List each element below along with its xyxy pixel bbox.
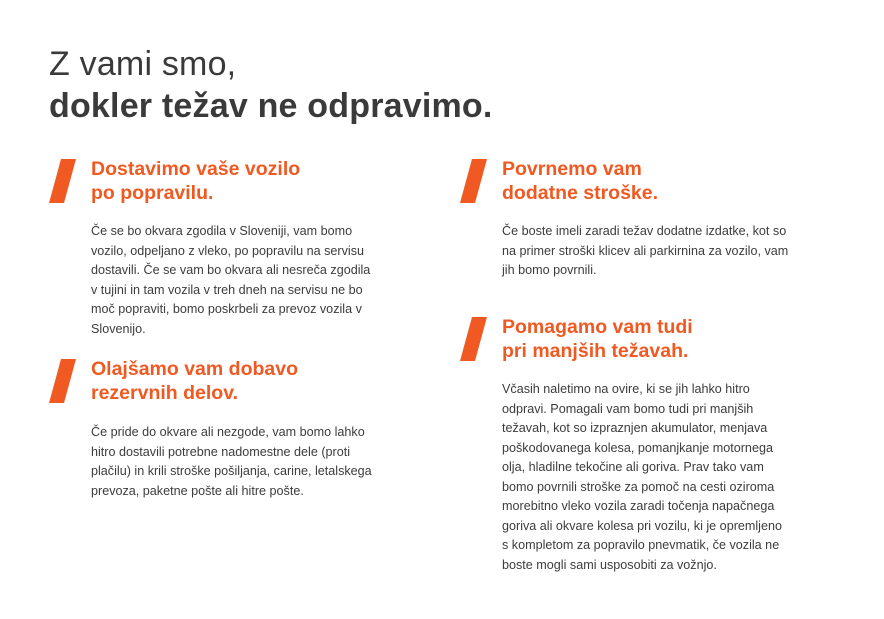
body-line: jih bomo povrnili. <box>502 263 597 277</box>
page-headline <box>49 44 493 128</box>
body-line: težavah, kot so izpraznjen akumulator, menjava <box>502 421 768 435</box>
slash-icon <box>49 159 79 203</box>
body-line: olja, hladilne tekočine ali goriva. Prav tako vam <box>502 460 764 474</box>
section-title-line: Olajšamo vam dobavo <box>91 358 298 380</box>
body-line: bomo povrnili stroške za pomoč na cesti oziroma <box>502 479 775 494</box>
body-line: Slovenijo. <box>91 321 146 336</box>
body-line: dostavili. Če se vam bo okvara ali nesreča zgodila <box>91 263 371 277</box>
section-title-line: rezervnih delov. <box>91 382 239 404</box>
section-title-line: dodatne stroške. <box>502 182 659 204</box>
section-body <box>91 222 370 339</box>
section-title <box>91 357 298 405</box>
body-line: boste mogli sami usposobiti za vožnjo. <box>502 557 717 572</box>
body-line: s kompletom za popravilo pnevmatik, če vozila ne <box>502 538 780 552</box>
section-title-line: pri manjših težavah. <box>502 340 689 362</box>
section-body <box>502 380 782 575</box>
body-line: goriva ali okvare kolesa pri vozilu, ki je opremljeno <box>502 518 782 533</box>
section-minor-issues <box>460 315 850 585</box>
body-line: Če pride do okvare ali nezgode, vam bomo lahko <box>91 425 365 439</box>
slash-icon <box>460 317 490 361</box>
section-title-line: Dostavimo vaše vozilo <box>91 158 301 180</box>
body-line: Včasih naletimo na ovire, ki se jih lahko hitro <box>502 382 750 396</box>
body-line: odpravi. Pomagali vam bomo tudi pri manjših <box>502 401 754 416</box>
body-line: na primer stroški klicev ali parkirnina za vozilo, vam <box>502 243 789 258</box>
section-body <box>502 222 788 281</box>
section-title-line: Pomagamo vam tudi <box>502 316 693 338</box>
section-title-line: Povrnemo vam <box>502 158 642 180</box>
body-line: hitro dostavili potrebne nadomestne dele (proti <box>91 444 351 459</box>
section-spare-parts <box>49 357 429 507</box>
body-line: prevoza, paketne pošte ali hitre pošte. <box>91 483 304 498</box>
section-extra-costs <box>460 157 850 287</box>
section-title-line: po popravilu. <box>91 182 214 204</box>
body-line: Če boste imeli zaradi težav dodatne izdatke, kot so <box>502 224 787 238</box>
section-title <box>91 157 300 205</box>
body-line: vozilo, odpeljano z vleko, po popravilu na servisu <box>91 243 365 258</box>
headline-line-1: Z vami smo, <box>49 45 237 83</box>
body-line: morebitno vleko vozila zaradi točenja napačnega <box>502 499 775 513</box>
body-line: poškodovanega kolesa, pomanjkanje motornega <box>502 440 773 455</box>
slash-icon <box>460 159 490 203</box>
slash-icon <box>49 359 79 403</box>
section-title <box>502 315 693 363</box>
section-delivery <box>49 157 429 347</box>
section-body <box>91 423 372 501</box>
body-line: Če se bo okvara zgodila v Sloveniji, vam bomo <box>91 224 353 238</box>
body-line: v tujini in tam vozila v treh dneh na servisu ne bo <box>91 282 363 297</box>
headline-line-2: dokler težav ne odpravimo. <box>49 87 493 125</box>
section-title <box>502 157 658 205</box>
body-line: moč popraviti, bomo poskrbeli za prevoz vozila v <box>91 302 362 316</box>
body-line: plačilu) in krili stroške pošiljanja, carine, letalskega <box>91 464 372 478</box>
